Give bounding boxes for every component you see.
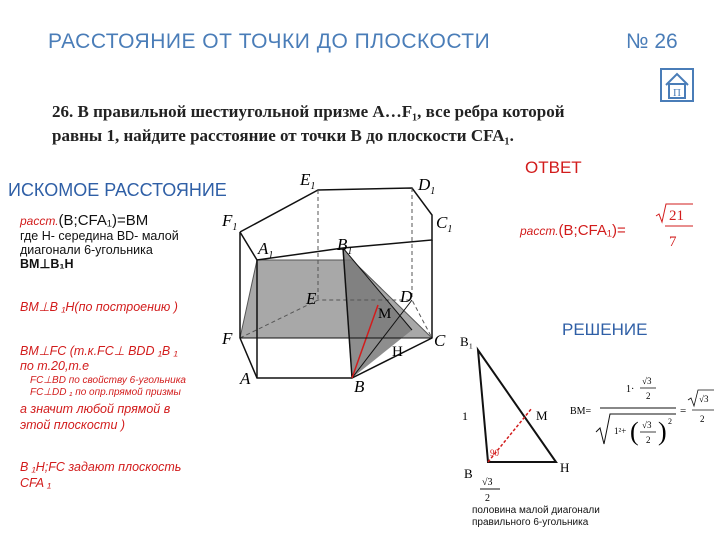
rass-word: расст.: [20, 214, 59, 228]
answer-fraction: [655, 202, 695, 250]
problem-line-1: 26. В правильной шестиугольной призме A…F₁, все ребра которой: [52, 102, 565, 121]
answer-heading: ОТВЕТ: [525, 158, 582, 177]
svg-text:BM=: BM=: [570, 406, 592, 417]
svg-text:D1: $D_1$: [418, 175, 436, 197]
step-1: BM⊥B ₁H(по построению ): [20, 300, 178, 314]
svg-text:2: 2: [646, 391, 651, 401]
left-heading: ИСКОМОЕ РАССТОЯНИЕ: [8, 180, 227, 200]
svg-text:E: E: [306, 289, 317, 308]
svg-text:2: 2: [700, 414, 705, 424]
home-button[interactable]: [660, 68, 694, 102]
svg-text:√3: √3: [699, 394, 709, 404]
svg-text:F: F: [222, 329, 233, 348]
svg-text:√3: √3: [642, 420, 652, 430]
svg-text:B: B: [354, 377, 365, 396]
perp-line: BM⊥B₁H: [20, 257, 74, 271]
svg-text:√3: √3: [482, 477, 493, 488]
answer-line: [520, 222, 626, 239]
svg-text:=: =: [680, 405, 687, 417]
problem-statement: [52, 100, 565, 148]
svg-text:H: H: [560, 460, 570, 475]
left-solution: [20, 212, 230, 271]
solution-heading: РЕШЕНИЕ: [562, 320, 648, 339]
svg-text:): ): [658, 417, 667, 446]
svg-text:M: M: [378, 306, 392, 322]
note-2: FC⊥DD ₁ по опр.прямой призмы: [30, 387, 181, 398]
svg-text:C1: $C_1$: [436, 213, 453, 235]
svg-text:H: H: [392, 344, 403, 360]
svg-text:1·: 1·: [626, 384, 635, 395]
step-2b: по т.20,т.е: [20, 359, 90, 373]
answer-rass-word: расст.: [520, 224, 559, 238]
svg-text:D: D: [400, 287, 413, 306]
svg-text:C: C: [434, 331, 446, 350]
svg-text:90: 90: [490, 448, 499, 458]
svg-text:2: 2: [485, 493, 490, 504]
bh-caption: половина малой диагонали правильного 6-угольника: [472, 505, 600, 528]
problem-line-2: равны 1, найдите расстояние от точки B до плоскости CFA₁.: [52, 126, 514, 145]
note-1: FC⊥BD по свойству 6-угольника: [30, 375, 186, 386]
rass-expr: (B;CFA₁)=BM: [58, 212, 149, 229]
where-line-2: диагонали 6-угольника: [20, 243, 153, 257]
svg-text:1: 1: [462, 409, 468, 423]
svg-text:1²+: 1²+: [614, 426, 627, 436]
bottom-front-edges: [240, 338, 432, 378]
step-4a: B ₁H;FC задают плоскость: [20, 460, 182, 474]
svg-text:2: 2: [646, 435, 651, 445]
svg-text:B: B: [464, 466, 473, 481]
prism-diagram: [215, 160, 465, 400]
home-glyph: П: [673, 87, 681, 99]
answer-expr: (B;CFA₁)=: [558, 222, 626, 239]
svg-text:B₁: B₁: [460, 334, 474, 349]
svg-text:F1: $F_1$: [222, 211, 238, 233]
page-title: РАССТОЯНИЕ ОТ ТОЧКИ ДО ПЛОСКОСТИ: [48, 30, 491, 53]
step-3a: а значит любой прямой в: [20, 402, 171, 416]
svg-text:2: 2: [668, 417, 672, 426]
svg-text:A: A: [240, 369, 251, 388]
step-3b: этой плоскости ): [20, 418, 126, 432]
bm-formula: [568, 370, 716, 454]
bh-fraction: [476, 474, 506, 506]
svg-text:21: 21: [669, 208, 684, 224]
svg-text:E1: $E_1$: [300, 170, 316, 192]
svg-text:B1: $B_1$: [337, 235, 353, 257]
svg-text:√3: √3: [642, 376, 652, 386]
rass-line: [20, 212, 230, 229]
svg-text:M: M: [536, 408, 548, 423]
svg-text:A1: $A_1$: [258, 239, 274, 261]
home-icon: [660, 68, 694, 102]
where-line-1: где H- середина BD- малой: [20, 229, 179, 243]
svg-text:(: (: [630, 417, 639, 446]
step-4b: CFA ₁: [20, 476, 52, 490]
problem-number: № 26: [626, 30, 678, 53]
svg-text:7: 7: [669, 234, 677, 250]
step-2a: BM⊥FC (т.к.FC⊥ BDD ₁B ₁: [20, 344, 178, 358]
